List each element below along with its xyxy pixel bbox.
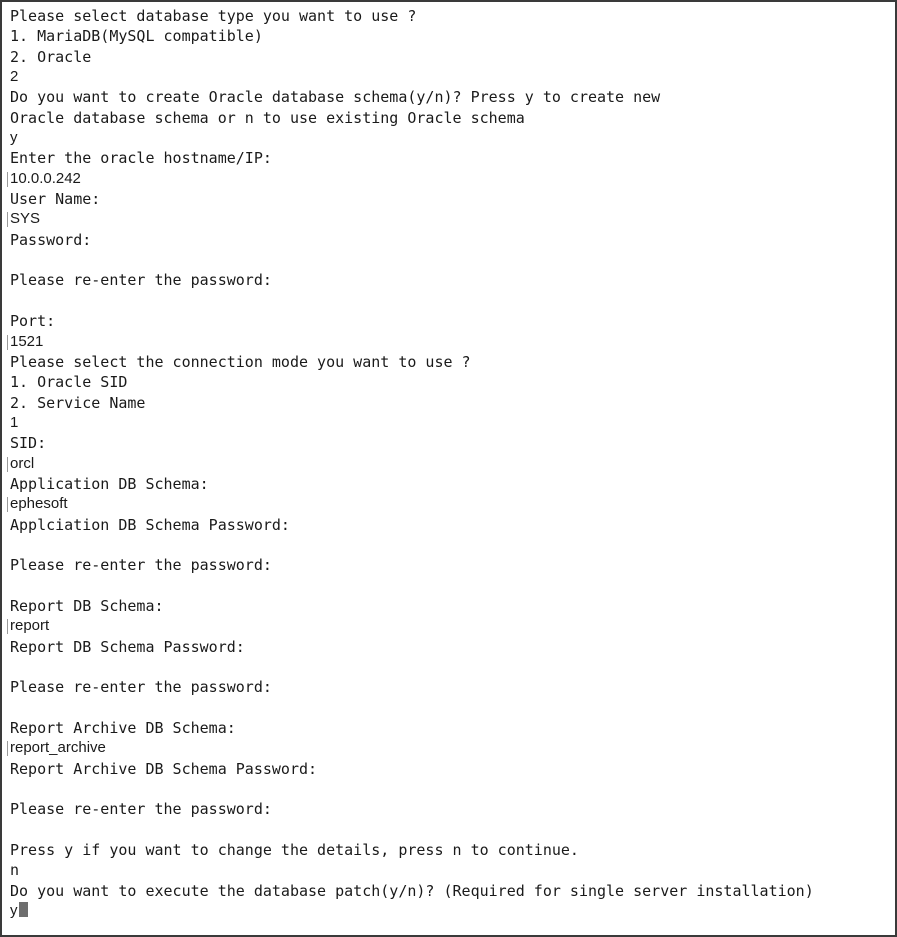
terminal-prompt-line: [10, 393, 891, 413]
terminal-line-text: 1: [10, 413, 19, 431]
terminal-line-text: Do you want to execute the database patch(y/n)? (Required for single server installation): [10, 881, 814, 900]
terminal-prompt-line: [10, 189, 891, 209]
terminal-prompt-line: [10, 352, 891, 372]
terminal-line-text: SID:: [10, 434, 47, 453]
terminal-line-text: Port:: [10, 312, 56, 331]
terminal-prompt-line: [10, 759, 891, 779]
terminal-blank-line: [10, 535, 891, 555]
terminal-prompt-line: [10, 311, 891, 331]
terminal-input-line: [10, 738, 891, 758]
terminal-prompt-line: [10, 515, 891, 535]
terminal-prompt-line: [10, 433, 891, 453]
terminal-current-input: [10, 901, 891, 921]
terminal-line-text: 2: [10, 68, 19, 86]
terminal-line-text: 2. Service Name: [10, 393, 146, 412]
terminal-line-text: User Name:: [10, 190, 101, 209]
terminal-prompt-line: [10, 26, 891, 46]
terminal-line-text: Do you want to create Oracle database schema(y/n)? Press y to create new: [10, 88, 661, 107]
terminal-line-text: Press y if you want to change the details, press n to continue.: [10, 841, 579, 860]
terminal-prompt-line: [10, 372, 891, 392]
terminal-line-text: report: [10, 617, 50, 635]
terminal-line-text: n: [10, 861, 20, 880]
terminal-input-line: [10, 494, 891, 514]
terminal-line-text: 2. Oracle: [10, 47, 92, 66]
terminal-blank-line: [10, 820, 891, 840]
terminal-line-text: 1521: [10, 332, 44, 350]
terminal-prompt-line: [10, 718, 891, 738]
terminal-blank-line: [10, 698, 891, 718]
terminal-line-text: Applciation DB Schema Password:: [10, 515, 290, 534]
terminal-line-text: 1. Oracle SID: [10, 373, 128, 392]
terminal-input-line: [10, 67, 891, 87]
terminal-output: [10, 6, 891, 921]
terminal-prompt-line: [10, 799, 891, 819]
terminal-line-text: ephesoft: [10, 495, 68, 513]
terminal-line-text: Please re-enter the password:: [10, 556, 272, 575]
terminal-prompt-line: [10, 87, 891, 107]
terminal-line-text: report_archive: [10, 739, 106, 757]
terminal-line-text: Report Archive DB Schema:: [10, 719, 236, 738]
terminal-line-text: 1. MariaDB(MySQL compatible): [10, 27, 263, 46]
terminal-line-text: Please re-enter the password:: [10, 271, 272, 290]
terminal-input-line: [10, 209, 891, 229]
terminal-line-text: Please re-enter the password:: [10, 800, 272, 819]
terminal-prompt-line: [10, 47, 891, 67]
terminal-blank-line: [10, 291, 891, 311]
terminal-line-text: Report DB Schema:: [10, 596, 164, 615]
terminal-line-text: Please select the connection mode you want to use ?: [10, 352, 471, 371]
terminal-line-text: Oracle database schema or n to use existing Oracle schema: [10, 108, 525, 127]
terminal-prompt-line: [10, 230, 891, 250]
terminal-input-line: [10, 128, 891, 148]
terminal-prompt-line: [10, 270, 891, 290]
terminal-blank-line: [10, 250, 891, 270]
terminal-prompt-line: [10, 108, 891, 128]
terminal-prompt-line: [10, 677, 891, 697]
terminal-prompt-line: [10, 860, 891, 880]
terminal-line-text: Report Archive DB Schema Password:: [10, 759, 318, 778]
terminal-line-text: Please re-enter the password:: [10, 678, 272, 697]
terminal-line-text: Password:: [10, 230, 92, 249]
terminal-line-text: SYS: [10, 210, 41, 228]
terminal-prompt-line: [10, 596, 891, 616]
terminal-line-text: Enter the oracle hostname/IP:: [10, 149, 272, 168]
terminal-prompt-line: [10, 555, 891, 575]
terminal-cursor: [19, 902, 28, 917]
terminal-input-line: [10, 413, 891, 433]
terminal-prompt-line: [10, 6, 891, 26]
terminal-line-text: Please select database type you want to use ?: [10, 7, 417, 25]
terminal-prompt-line: [10, 881, 891, 901]
terminal-line-text: 10.0.0.242: [10, 169, 81, 187]
terminal-input-line: [10, 169, 891, 189]
terminal-line-text: Application DB Schema:: [10, 474, 209, 493]
terminal-prompt-line: [10, 637, 891, 657]
terminal-input-line: [10, 332, 891, 352]
terminal-line-text: Report DB Schema Password:: [10, 637, 245, 656]
terminal-blank-line: [10, 779, 891, 799]
terminal-input-line: [10, 616, 891, 636]
terminal-line-text: y: [10, 129, 18, 147]
terminal-prompt-line: [10, 840, 891, 860]
terminal-prompt-line: [10, 148, 891, 168]
terminal-blank-line: [10, 657, 891, 677]
terminal-line-text: orcl: [10, 454, 35, 472]
terminal-input-line: [10, 454, 891, 474]
terminal-line-text: y: [10, 902, 18, 920]
terminal-prompt-line: [10, 474, 891, 494]
terminal-blank-line: [10, 576, 891, 596]
